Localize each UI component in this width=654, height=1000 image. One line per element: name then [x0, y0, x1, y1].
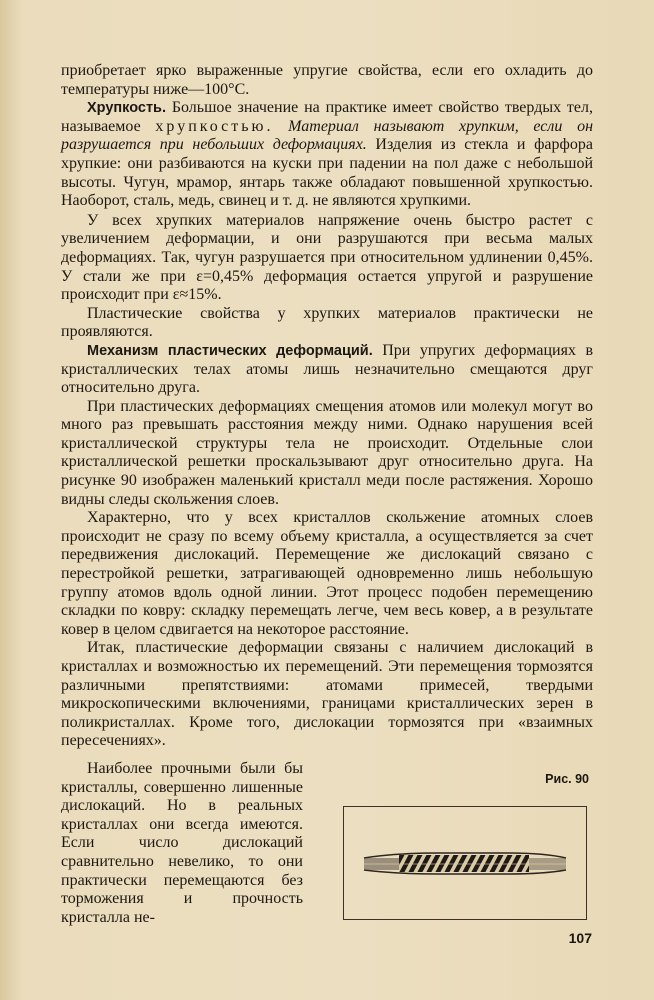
narrow-column	[61, 760, 303, 927]
paragraph: Итак, пластические деформации связаны с наличием дислокаций в кристаллах и возможностью их перемещений. Эти перемещения тормозятся различными препятствиями: атомами примесей, твердыми микроскопическими включениями, границами кристаллических зерен в поликристаллах. Кроме того, дислокации тормозятся при «взаимных пересечениях».	[61, 639, 593, 750]
paragraph: Характерно, что у всех кристаллов скольжение атомных слоев происходит не сразу по всему объему кристалла, а осуществляется за счет передвижения дислокаций. Перемещение же дислокаций связано с перестройкой решетки, затрагивающей одновременно лишь небольшую группу атомов вдоль одной линии. Этот процесс подобен перемещению складки по ковру: складку перемещать легче, чем весь ковер, а в результате ковер в целом сдвигается на некоторое расстояние.	[61, 509, 593, 638]
main-text	[61, 62, 593, 751]
figure-90-frame	[343, 806, 587, 920]
paragraph: Наиболее прочными были бы кристаллы, совершенно лишенные дислокаций. Но в реальных кристаллах они всегда имеются. Если число дислокаций сравнительно невелико, то они практически перемещаются без торможения и прочность кристалла не-	[61, 760, 303, 926]
paragraph: Пластические свойства у хрупких материалов практически не проявляются.	[61, 304, 593, 341]
figure-caption: Рис. 90	[545, 772, 589, 786]
section-heading-mechanism: Механизм пластических деформаций.	[87, 342, 373, 359]
term-brittleness: хрупкостью.	[155, 117, 274, 135]
definition-text: Материал называют хрупким, если он разрушается при небольших деформациях.	[61, 117, 593, 154]
text-run: Большое значение на практике имеет свойство твердых тел, называемое	[61, 99, 593, 135]
paragraph-mechanism	[61, 342, 593, 398]
text-with-figure	[61, 760, 593, 926]
text-run: При упругих деформациях в кристаллических телах атомы лишь незначительно смещаются друг относительно друга.	[61, 341, 594, 397]
section-heading-brittleness: Хрупкость.	[87, 100, 166, 117]
paragraph: При пластических деформациях смещения атомов или молекул могут во много раз превышать расстояния между ними. Однако нарушения всей кристаллической структуры тела не происходит. Отдельные слои кристаллической решетки проскальзывают друг относительно друга. На рисунке 90 изображен маленький кристалл меди после растяжения. Хорошо видны следы скольжения слоев.	[61, 397, 593, 508]
paragraph: приобретает ярко выраженные упругие свойства, если его охладить до температуры ниже—100°С.	[61, 62, 593, 98]
copper-crystal-illustration	[344, 807, 585, 918]
paragraph: У всех хрупких материалов напряжение очень быстро растет с увеличением деформации, и они разрушаются при весьма малых деформациях. Так, чугун разрушается при относительном удлинении 0,45%. У стали же при ε=0,45% деформация остается упругой и разрушение происходит при ε≈15%.	[61, 211, 593, 304]
paragraph-brittleness	[61, 99, 593, 211]
text-run: Изделия из стекла и фарфора хрупкие: они разбиваются на куски при падении на пол даже с небольшой высоты. Чугун, мрамор, янтарь также обладают повышенной хрупкостью. Наоборот, сталь, медь, свинец и т. д. не являются хрупкими.	[61, 136, 594, 210]
page-number: 107	[568, 930, 592, 946]
